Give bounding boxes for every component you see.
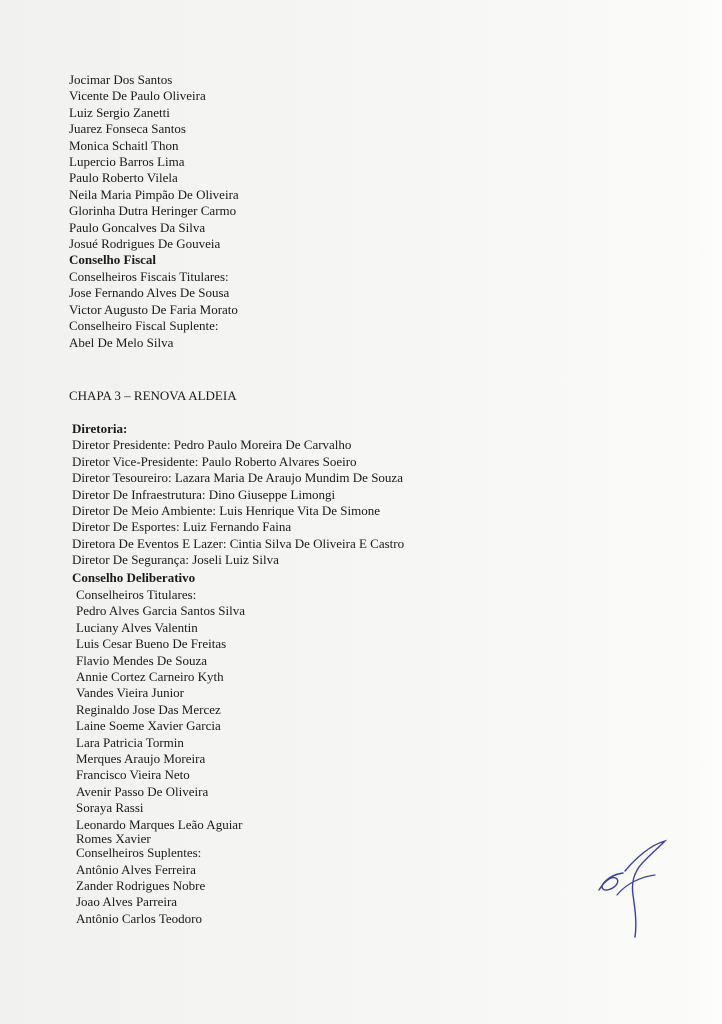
list-item: Diretor Tesoureiro: Lazara Maria De Araujo Mundim De Souza [72,470,403,486]
list-item: Leonardo Marques Leão Aguiar [76,816,243,832]
list-item: Conselheiros Fiscais Titulares: [69,268,229,284]
list-item: Vandes Vieira Junior [76,685,185,701]
list-item: Diretor Presidente: Pedro Paulo Moreira De Carvalho [72,437,352,453]
list-item: Merques Araujo Moreira [76,751,206,767]
list-item: Zander Rodrigues Nobre [76,877,206,893]
conselho-deliberativo-list [76,587,245,927]
list-item: Francisco Vieira Neto [76,767,190,783]
list-item: Pedro Alves Garcia Santos Silva [76,603,245,619]
section-heading-diretoria: Diretoria: [72,421,128,436]
list-item: Paulo Goncalves Da Silva [69,219,206,235]
conselho-deliberativo-block [72,570,195,586]
list-item: Conselheiros Suplentes: [76,845,202,861]
list-item: Romes Xavier [76,831,151,847]
list-item: Avenir Passo De Oliveira [76,783,209,799]
list-item: Victor Augusto De Faria Morato [69,301,238,317]
list-item: Monica Schaitl Thon [69,137,179,153]
chapa-title-block [69,388,237,404]
list-item: Diretora De Eventos E Lazer: Cintia Silva De Oliveira E Castro [72,535,405,551]
list-item: Juarez Fonseca Santos [69,121,186,137]
list-item: Diretor De Segurança: Joseli Luiz Silva [72,552,279,568]
list-item: Conselheiro Fiscal Suplente: [69,318,219,334]
list-item: Diretor De Esportes: Luiz Fernando Faina [72,519,292,535]
list-item: Joao Alves Parreira [76,894,178,910]
list-item: Jocimar Dos Santos [69,72,173,87]
diretoria-block [72,421,404,569]
list-item: Glorinha Dutra Heringer Carmo [69,203,237,219]
scan-edge-shading [690,0,722,1024]
list-item: Diretor Vice-Presidente: Paulo Roberto Alvares Soeiro [72,453,357,469]
section-heading-conselho-fiscal: Conselho Fiscal [69,252,157,268]
list-item: Paulo Roberto Vilela [69,170,178,186]
signature-initials [595,835,675,940]
list-item: Annie Cortez Carneiro Kyth [76,669,224,685]
chapa-title: CHAPA 3 – RENOVA ALDEIA [69,388,237,403]
list-item: Vicente De Paulo Oliveira [69,88,206,104]
list-item: Abel De Melo Silva [69,334,174,350]
list-item: Lara Patricia Tormin [76,734,184,750]
list-item: Luiz Sergio Zanetti [69,104,170,120]
list-item: Diretor De Meio Ambiente: Luis Henrique Vita De Simone [72,503,381,519]
list-item: Conselheiros Titulares: [76,587,197,602]
list-item: Soraya Rassi [76,800,144,816]
list-item: Neila Maria Pimpão De Oliveira [69,186,239,202]
list-item: Antônio Carlos Teodoro [76,910,202,926]
member-list-top [69,72,239,351]
list-item: Reginaldo Jose Das Mercez [76,701,221,717]
section-heading-conselho-deliberativo: Conselho Deliberativo [72,570,196,585]
list-item: Antônio Alves Ferreira [76,861,196,877]
list-item: Luciany Alves Valentin [76,619,198,635]
list-item: Lupercio Barros Lima [69,154,185,170]
list-item: Diretor De Infraestrutura: Dino Giuseppe Limongi [72,486,336,502]
list-item: Flavio Mendes De Souza [76,652,208,668]
list-item: Luis Cesar Bueno De Freitas [76,636,227,652]
list-item: Jose Fernando Alves De Sousa [69,285,230,301]
list-item: Laine Soeme Xavier Garcia [76,718,221,734]
list-item: Josué Rodrigues De Gouveia [69,236,221,252]
